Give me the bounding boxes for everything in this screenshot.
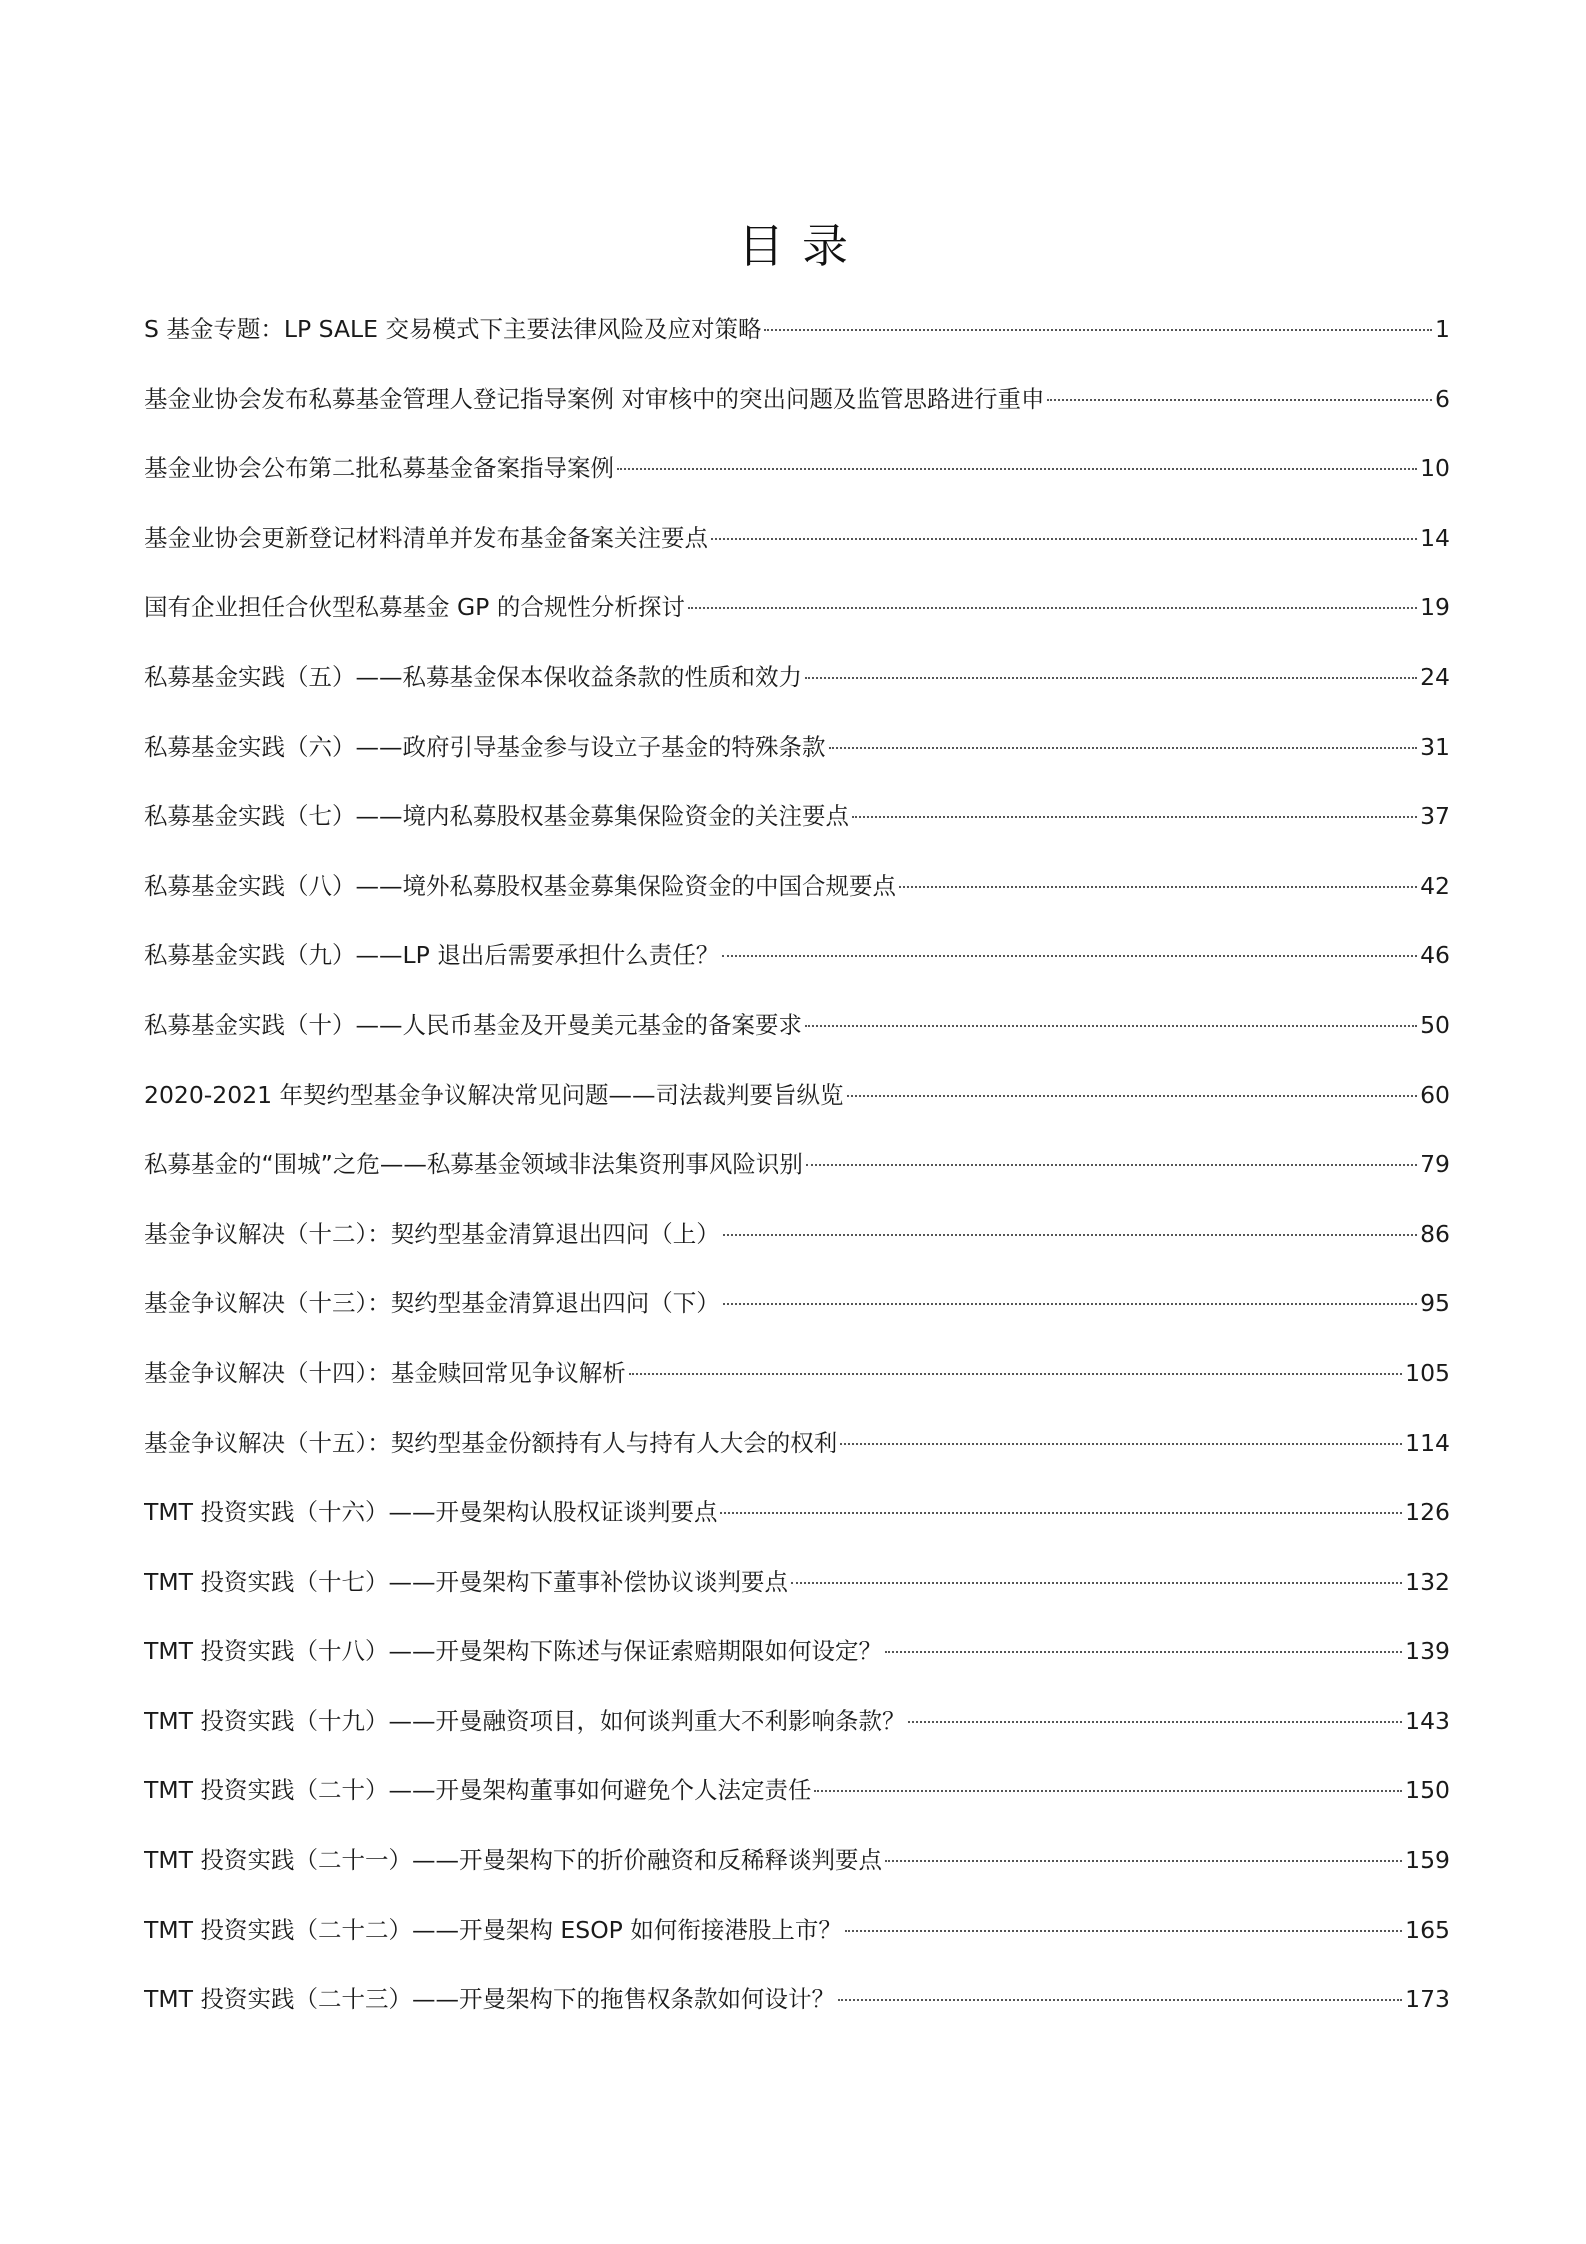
toc-entry-page: 114	[1405, 1428, 1450, 1457]
toc-entry[interactable]	[144, 1339, 1450, 1409]
toc-entry-title: TMT 投资实践（二十三）——开曼架构下的拖售权条款如何设计？	[144, 1985, 835, 2014]
toc-entry[interactable]	[144, 1269, 1450, 1339]
toc-leader-dots	[885, 1651, 1402, 1653]
toc-entry-title: S 基金专题：LP SALE 交易模式下主要法律风险及应对策略	[144, 315, 762, 343]
toc-entry[interactable]	[144, 504, 1450, 574]
toc-leader-dots	[814, 1790, 1402, 1792]
toc-entry[interactable]	[144, 1965, 1450, 2035]
toc-entry-title: 基金业协会公布第二批私募基金备案指导案例	[144, 454, 614, 483]
toc-entry[interactable]	[144, 295, 1450, 365]
toc-leader-dots	[723, 1234, 1417, 1236]
toc-entry[interactable]	[144, 1687, 1450, 1757]
toc-entry-page: 19	[1420, 593, 1450, 622]
toc-entry-title: 国有企业担任合伙型私募基金 GP 的合规性分析探讨	[144, 593, 685, 622]
toc-entry-page: 37	[1420, 802, 1450, 831]
toc-entry-page: 165	[1405, 1915, 1450, 1944]
toc-entry-title: TMT 投资实践（二十一）——开曼架构下的折价融资和反稀释谈判要点	[144, 1846, 882, 1875]
toc-entry-page: 1	[1435, 315, 1450, 343]
toc-entry-page: 6	[1435, 384, 1450, 413]
toc-entry-page: 79	[1420, 1150, 1450, 1179]
toc-entry-page: 86	[1420, 1219, 1450, 1248]
toc-entry-title: TMT 投资实践（十七）——开曼架构下董事补偿协议谈判要点	[144, 1567, 788, 1596]
toc-entry-title: 2020-2021 年契约型基金争议解决常见问题——司法裁判要旨纵览	[144, 1080, 844, 1109]
toc-entry-title: TMT 投资实践（十六）——开曼架构认股权证谈判要点	[144, 1498, 718, 1527]
toc-entry-title: TMT 投资实践（二十二）——开曼架构 ESOP 如何衔接港股上市？	[144, 1915, 842, 1944]
toc-entry[interactable]	[144, 852, 1450, 922]
toc-leader-dots	[791, 1582, 1402, 1584]
toc-leader-dots	[847, 1095, 1418, 1097]
toc-entry[interactable]	[144, 1756, 1450, 1826]
toc-entry[interactable]	[144, 1617, 1450, 1687]
toc-entry-title: 私募基金的“围城”之危——私募基金领域非法集资刑事风险识别	[144, 1150, 803, 1179]
toc-leader-dots	[908, 1721, 1402, 1723]
toc-entry-page: 139	[1405, 1637, 1450, 1666]
toc-entry[interactable]	[144, 1200, 1450, 1270]
toc-leader-dots	[723, 1303, 1417, 1305]
toc-entry-title: 基金业协会更新登记材料清单并发布基金备案关注要点	[144, 523, 708, 552]
toc-leader-dots	[806, 1164, 1417, 1166]
toc-entry[interactable]	[144, 1130, 1450, 1200]
toc-entry-page: 10	[1420, 454, 1450, 483]
toc-entry[interactable]	[144, 573, 1450, 643]
toc-entry-page: 132	[1405, 1567, 1450, 1596]
toc-leader-dots	[899, 886, 1417, 888]
toc-entry[interactable]	[144, 1826, 1450, 1896]
toc-leader-dots	[722, 955, 1417, 957]
toc-entry[interactable]	[144, 365, 1450, 435]
toc-entry-page: 24	[1420, 662, 1450, 691]
toc-entry-page: 159	[1405, 1846, 1450, 1875]
toc-entry[interactable]	[144, 1478, 1450, 1548]
toc-entry-title: 基金业协会发布私募基金管理人登记指导案例 对审核中的突出问题及监管思路进行重申	[144, 384, 1045, 413]
toc-leader-dots	[838, 1999, 1402, 2001]
toc-entry-page: 105	[1405, 1358, 1450, 1387]
toc-entry-page: 126	[1405, 1498, 1450, 1527]
toc-entry-title: 基金争议解决（十三）：契约型基金清算退出四问（下）	[144, 1289, 720, 1318]
toc-entry-title: 基金争议解决（十四）：基金赎回常见争议解析	[144, 1358, 626, 1387]
toc-entry-page: 46	[1420, 941, 1450, 970]
toc-entry-title: 私募基金实践（十）——人民币基金及开曼美元基金的备案要求	[144, 1010, 802, 1039]
toc-leader-dots	[805, 677, 1417, 679]
toc-leader-dots	[711, 538, 1417, 540]
toc-leader-dots	[885, 1860, 1402, 1862]
toc-entry-title: TMT 投资实践（二十）——开曼架构董事如何避免个人法定责任	[144, 1776, 812, 1805]
toc-entry[interactable]	[144, 1061, 1450, 1131]
toc-entry-title: 私募基金实践（八）——境外私募股权基金募集保险资金的中国合规要点	[144, 871, 896, 900]
page-title: 目录	[738, 218, 866, 273]
toc-entry-title: 私募基金实践（七）——境内私募股权基金募集保险资金的关注要点	[144, 802, 849, 831]
toc-entry[interactable]	[144, 782, 1450, 852]
toc-entry-page: 14	[1420, 523, 1450, 552]
table-of-contents	[144, 295, 1450, 2035]
toc-leader-dots	[852, 816, 1417, 818]
toc-entry[interactable]	[144, 1409, 1450, 1479]
toc-entry-title: TMT 投资实践（十九）——开曼融资项目，如何谈判重大不利影响条款？	[144, 1706, 906, 1735]
toc-entry[interactable]	[144, 991, 1450, 1061]
toc-entry-title: 基金争议解决（十五）：契约型基金份额持有人与持有人大会的权利	[144, 1428, 838, 1457]
toc-leader-dots	[688, 607, 1417, 609]
toc-leader-dots	[829, 747, 1418, 749]
toc-leader-dots	[845, 1930, 1402, 1932]
toc-entry[interactable]	[144, 1548, 1450, 1618]
toc-entry-title: 私募基金实践（六）——政府引导基金参与设立子基金的特殊条款	[144, 732, 826, 761]
toc-leader-dots	[629, 1373, 1402, 1375]
toc-entry[interactable]	[144, 921, 1450, 991]
toc-entry-page: 60	[1420, 1080, 1450, 1109]
toc-entry-page: 50	[1420, 1010, 1450, 1039]
toc-leader-dots	[840, 1443, 1402, 1445]
toc-entry-title: 私募基金实践（五）——私募基金保本保收益条款的性质和效力	[144, 662, 802, 691]
toc-entry-page: 95	[1420, 1289, 1450, 1318]
toc-leader-dots	[805, 1025, 1417, 1027]
toc-entry[interactable]	[144, 1896, 1450, 1966]
toc-entry-page: 42	[1420, 871, 1450, 900]
toc-entry-page: 143	[1405, 1706, 1450, 1735]
toc-leader-dots	[764, 329, 1432, 331]
toc-leader-dots	[1047, 399, 1432, 401]
toc-leader-dots	[720, 1512, 1402, 1514]
toc-leader-dots	[617, 468, 1417, 470]
toc-entry-title: 私募基金实践（九）——LP 退出后需要承担什么责任？	[144, 941, 720, 970]
toc-entry-page: 31	[1420, 732, 1450, 761]
toc-entry[interactable]	[144, 713, 1450, 783]
toc-entry-page: 150	[1405, 1776, 1450, 1805]
toc-entry[interactable]	[144, 434, 1450, 504]
toc-entry[interactable]	[144, 643, 1450, 713]
toc-entry-title: 基金争议解决（十二）：契约型基金清算退出四问（上）	[144, 1219, 720, 1248]
toc-entry-page: 173	[1405, 1985, 1450, 2014]
toc-entry-title: TMT 投资实践（十八）——开曼架构下陈述与保证索赔期限如何设定？	[144, 1637, 882, 1666]
